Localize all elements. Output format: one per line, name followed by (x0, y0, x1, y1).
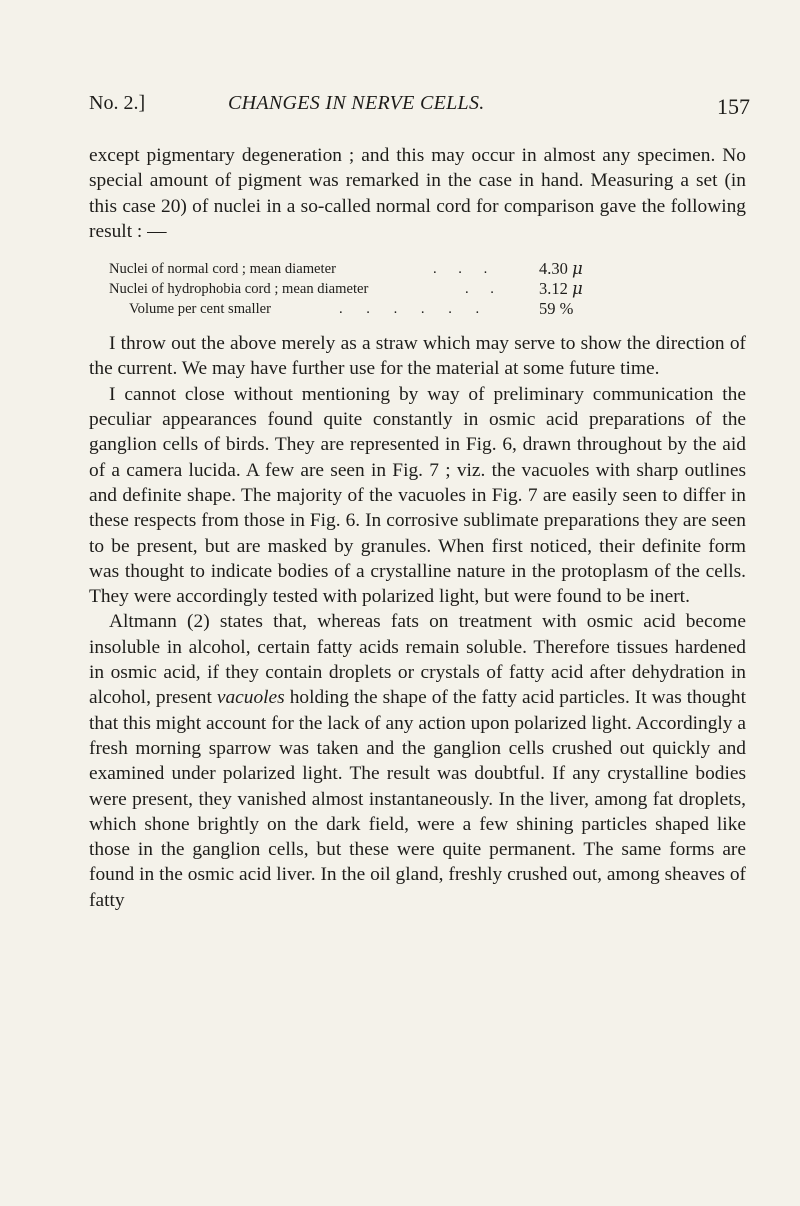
table-row (89, 299, 746, 319)
running-head (89, 92, 750, 122)
paragraph-3: I cannot close without mentioning by way of preliminary communication the peculiar appearances found quite constantly in osmic acid preparations of the ganglion cells of birds. They are represented in Fig. 6, drawn throughout by the aid of a camera lucida. A few are seen in Fig. 7 ; viz. the vacuoles with sharp outlines and definite shape. The majority of the vacuoles in Fig. 7 are easily seen to differ in these respects from those in Fig. 6. In corrosive sublimate preparations they are seen to be present, but are masked by granules. When first noticed, their definite form was thought to indicate bodies of a crystalline nature in the protoplasm of the cells. They were accordingly tested with polarized light, but were found to be inert. (89, 383, 746, 608)
value-unit: % (559, 299, 574, 319)
value-unit: μ (572, 279, 583, 299)
leader-dots: . . . (433, 261, 497, 278)
paragraph-4-part-2: holding the shape of the fatty acid particles. It was thought that this might account for the lack of any action upon polarized light. Accordingly a fresh morning sparrow was taken and the ganglion cells crushed out quickly and examined under polarized light. The result was doubtful. If any crystalline bodies were present, they vanished almost instantaneously. In the liver, among fat droplets, which shone brightly on the dark field, were a few shining particles shaped like those in the ganglion cells, but these were quite permanent. The same forms are found in the osmic acid liver. In the oil gland, freshly crushed out, among sheaves of fatty (89, 687, 746, 911)
row-value (539, 279, 583, 299)
paragraph-2: I throw out the above merely as a straw which may serve to show the direction of the current. We may have further use for the material at some future time. (89, 333, 746, 380)
measurement-table (89, 259, 746, 319)
value-number: 59 (539, 299, 556, 319)
table-row (89, 259, 746, 279)
row-label: Nuclei of hydrophobia cord ; mean diameter (109, 281, 369, 298)
italic-term: vacuoles (216, 687, 285, 709)
table-row (89, 279, 746, 299)
issue-number: No. 2.] (89, 92, 146, 114)
body-text (89, 143, 746, 913)
value-number: 3.12 (539, 279, 568, 299)
row-label: Volume per cent smaller (129, 301, 271, 318)
row-label: Nuclei of normal cord ; mean diameter (109, 261, 336, 278)
paragraph-4 (89, 609, 746, 913)
leader-dots: . . (465, 281, 503, 298)
row-value (539, 299, 573, 319)
value-number: 4.30 (539, 259, 568, 279)
paragraph-4-part-1: Altmann (2) states that, whereas fats on treatment with osmic acid become insoluble in alcohol, certain fatty acids remain soluble. Therefore tissues hardened in osmic acid, if they contain droplets or crystals of fatty acid after dehydration in alcohol, present (89, 611, 746, 709)
paragraph-1: except pigmentary degeneration ; and this may occur in almost any specimen. No special amount of pigment was remarked in the case in hand. Measuring a set (in this case 20) of nuclei in a so-called normal cord for comparison gave the following result : — (89, 145, 746, 242)
leader-dots: . . . . . . (339, 301, 490, 318)
page-number: 157 (717, 94, 750, 119)
value-unit: μ (572, 259, 583, 279)
running-title: CHANGES IN NERVE CELLS. (228, 92, 485, 114)
row-value (539, 259, 583, 279)
